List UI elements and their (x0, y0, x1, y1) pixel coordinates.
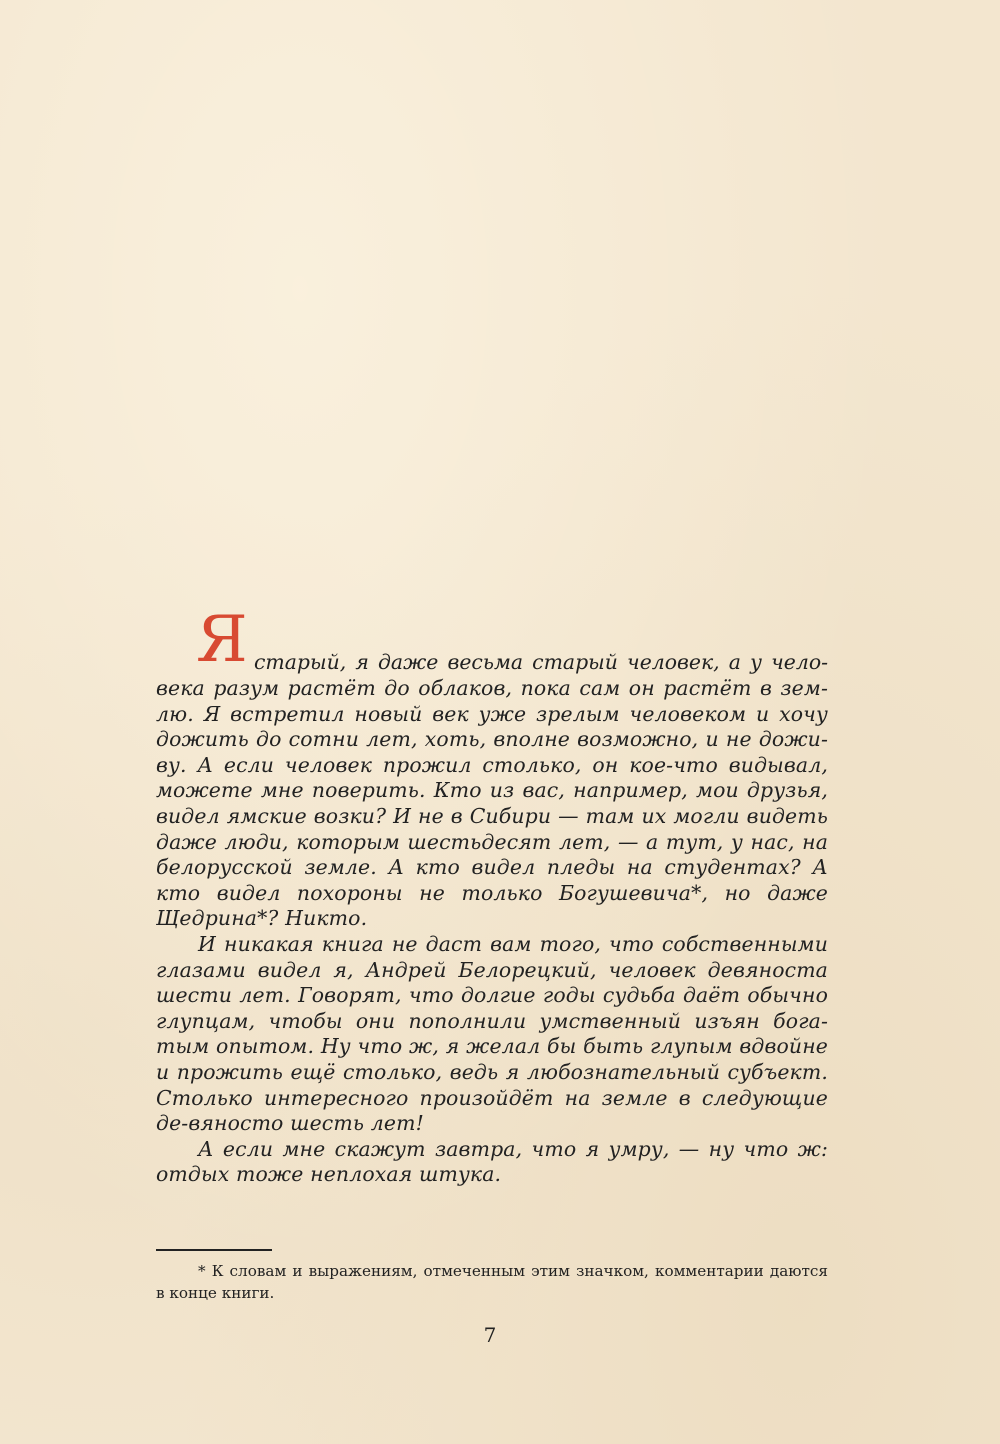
paragraph-2: И никакая книга не даст вам того, что собственными глазами видел я, Андрей Белорецкий, человек девяноста шести лет. Говорят, что долгие годы судьба даёт обычно глупцам, чтобы они пополнили умственный изъян бога-тым опытом. Ну что ж, я желал бы быть глупым вдвойне и прожить ещё столько, ведь я любознательный субъект. Столько интересного произойдёт на земле в следующие де-вяносто шесть лет! (156, 931, 828, 1136)
paragraph-1: века разум растёт до облаков, пока сам он растёт в зем-лю. Я встретил новый век уже зрелым человеком и хочу дожить до сотни лет, хоть, вполне возможно, и не дожи-ву. А если человек прожил столько, он кое-что видывал, можете мне поверить. Кто из вас, например, мои друзья, видел ямские возки? И не в Сибири — там их могли видеть даже люди, которым шестьдесят лет, — а тут, у нас, на белорусской земле. А кто видел пледы на студентах? А кто видел похороны не только Богушевича*, но даже Щедрина*? Никто. (156, 676, 828, 931)
footnote-divider (156, 1249, 272, 1251)
paragraph-3: А если мне скажут завтра, что я умру, — ну что ж: отдых тоже неплохая штука. (156, 1136, 828, 1187)
first-line: старый, я даже весьма старый человек, а у чело- (254, 650, 828, 674)
page-number: 7 (483, 1323, 497, 1347)
main-text (156, 603, 828, 1188)
drop-cap: Я (196, 603, 248, 677)
footnote: * К словам и выражениям, отмеченным этим значком, комментарии даются в конце книги. (156, 1262, 828, 1302)
